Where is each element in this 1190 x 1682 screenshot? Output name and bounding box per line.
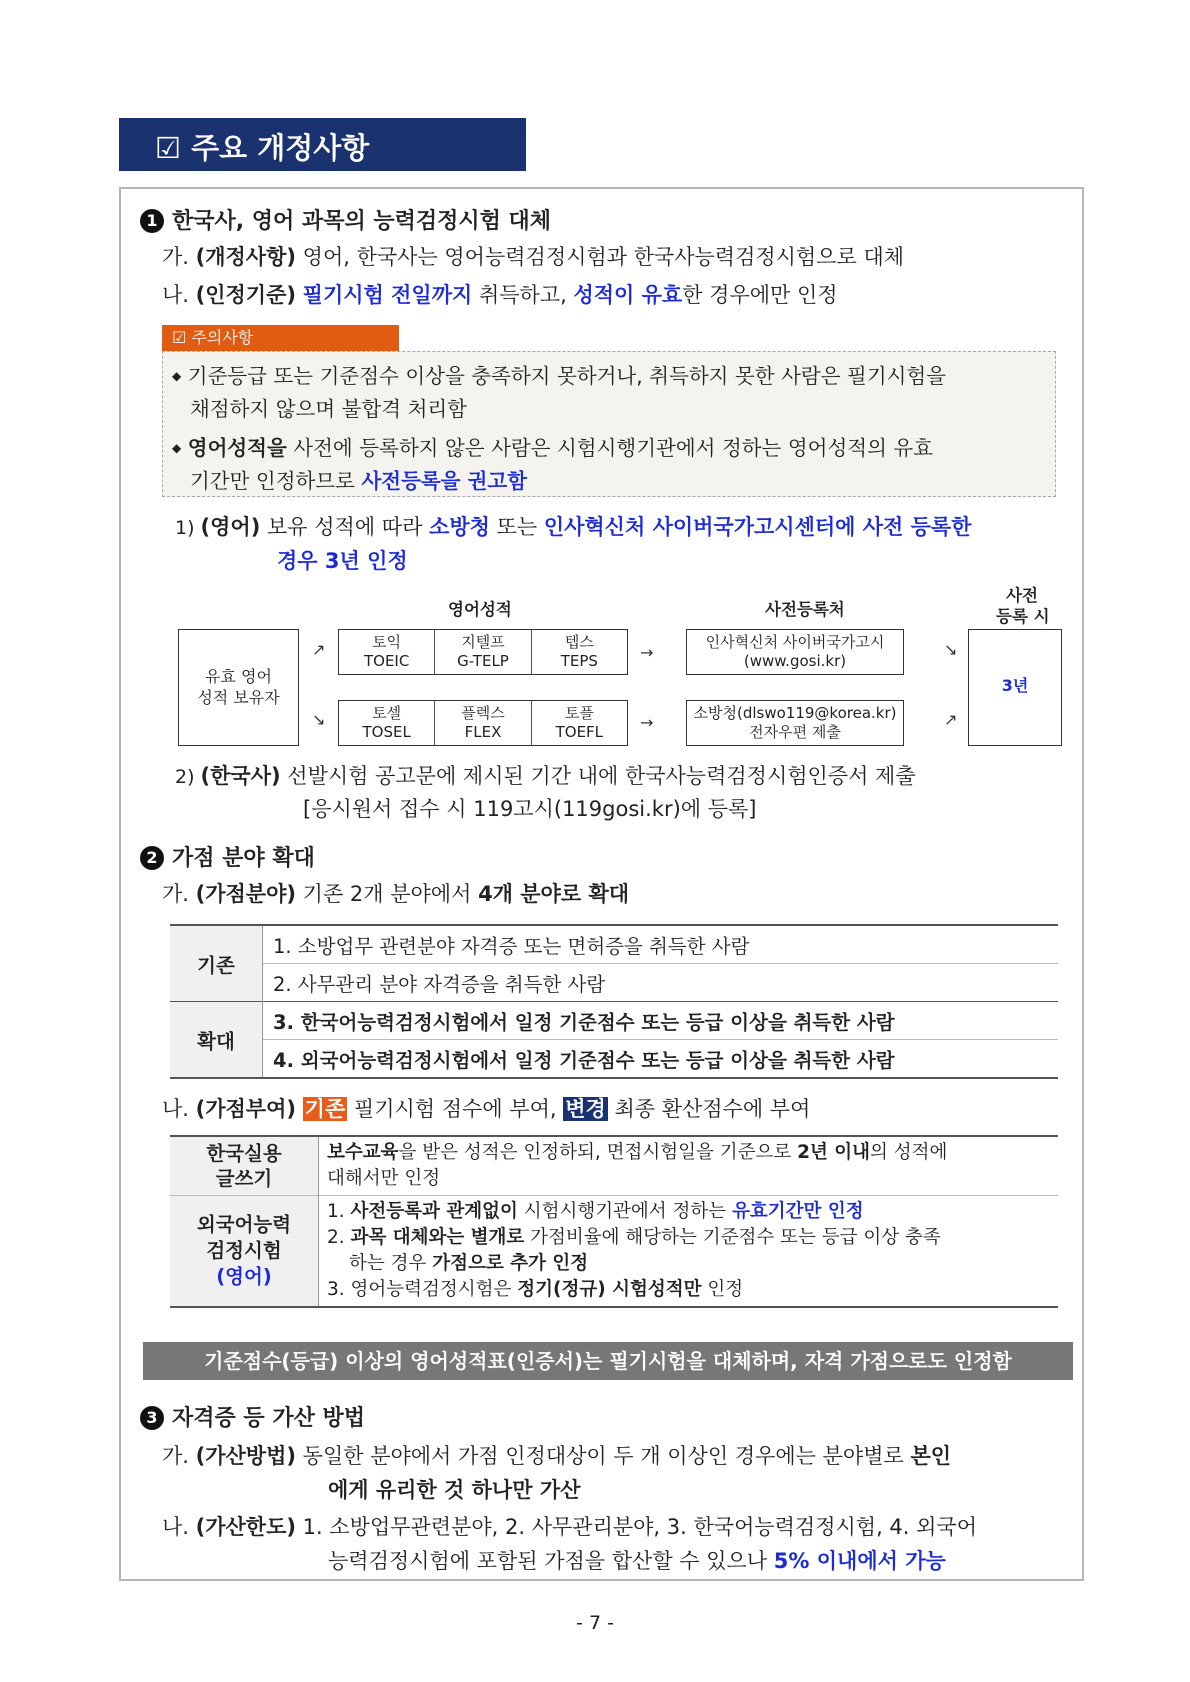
result-3-years: 3년 (1001, 676, 1029, 695)
label-existing: 기존 (170, 925, 263, 1002)
caution-bullet-2-line-2: 기간만 인정하므로 사전등록을 권고함 (190, 469, 528, 493)
table-row: 1. 소방업무 관련분야 자격증 또는 면허증을 취득한 사람 (273, 934, 750, 958)
exam-row-2 (338, 700, 628, 746)
badge-changed: 변경 (565, 1097, 606, 1121)
item-2-line-2: [응시원서 접수 시 119고시(119gosi.kr)에 등록] (303, 797, 757, 821)
arrow-up-right-icon: ↗ (944, 710, 958, 729)
exam-flex: 플렉스 FLEX (435, 701, 531, 745)
s3-item-ga: 가. (가산방법) 동일한 분야에서 가점 인정대상이 두 개 이상인 경우에는 분야별로 본인 (162, 1444, 952, 1468)
table-row: 2. 사무관리 분야 자격증을 취득한 사람 (263, 964, 1059, 1002)
exam-row-1 (338, 629, 628, 675)
section-3-heading: 3 자격증 등 가산 방법 (140, 1405, 365, 1433)
table-row: 보수교육을 받은 성적은 인정하되, 면접시험일을 기준으로 2년 이내의 성적에 대해서만 인정 (327, 1142, 948, 1189)
arrow-down-right-icon: ↘ (312, 710, 326, 729)
label-foreign-language: 외국어능력 검정시험 (영어) (170, 1196, 319, 1308)
item-2-korean-history: 2) (한국사) 선발시험 공고문에 제시된 기간 내에 한국사능력검정시험인증서 제출 (175, 764, 916, 788)
section-1-heading (140, 208, 551, 236)
table-row: 4. 외국어능력검정시험에서 일정 기준점수 또는 등급 이상을 취득한 사람 (263, 1040, 1059, 1079)
flow-header-when: 사전 등록 시 (996, 586, 1050, 626)
table-row: 3. 한국어능력검정시험에서 일정 기준점수 또는 등급 이상을 취득한 사람 (263, 1002, 1059, 1040)
page-number: - 7 - (576, 1612, 614, 1634)
bonus-fields-table (170, 924, 1058, 1079)
s3-item-ga-line-2: 에게 유리한 것 하나만 가산 (328, 1478, 581, 1502)
flow-holder-box: 유효 영어 성적 보유자 (178, 629, 299, 746)
badge-existing: 기존 (304, 1097, 346, 1121)
flow-header-score: 영어성적 (448, 600, 512, 619)
s3-item-na: 나. (가산한도) 1. 소방업무관련분야, 2. 사무관리분야, 3. 한국어능력검정시험, 4. 외국어 (162, 1515, 977, 1539)
exam-toeic: 토익 TOEIC (339, 630, 435, 674)
bonus-grant-table (170, 1135, 1058, 1308)
arrow-down-right-icon: ↘ (944, 640, 958, 659)
registry-gosi-box: 인사혁신처 사이버국가고시 (www.gosi.kr) (686, 629, 904, 675)
page-title: ☑ 주요 개정사항 (155, 131, 370, 165)
caution-tag: ☑ 주의사항 (162, 325, 399, 351)
label-korean-writing: 한국실용 글쓰기 (170, 1136, 319, 1196)
s1-item-ga: 가. (개정사항) 영어, 한국사는 영어능력검정시험과 한국사능력검정시험으로 대체 (162, 245, 905, 269)
arrow-right-icon: → (640, 713, 654, 732)
exam-toefl: 토플 TOEFL (555, 704, 604, 741)
s3-item-na-line-2: 능력검정시험에 포함된 가점을 합산할 수 있으나 5% 이내에서 가능 (328, 1549, 946, 1573)
label-expanded: 확대 (170, 1002, 263, 1079)
arrow-up-right-icon: ↗ (312, 640, 326, 659)
exam-tosel: 토셀 TOSEL (339, 701, 435, 745)
s1-item-na: 나. (인정기준) 필기시험 전일까지 취득하고, 성적이 유효한 경우에만 인정 (162, 283, 838, 307)
s2-item-ga: 가. (가점분야) 기존 2개 분야에서 4개 분야로 확대 (162, 882, 630, 906)
item-1-english-line-2: 경우 3년 인정 (277, 549, 408, 573)
exam-teps: 텝스 TEPS (560, 633, 598, 670)
summary-bar: 기준점수(등급) 이상의 영어성적표(인증서)는 필기시험을 대체하며, 자격 가점으로도 인정함 (143, 1342, 1073, 1380)
section-1-heading-text: 한국사, 영어 과목의 능력검정시험 대체 (172, 209, 552, 234)
caution-bullet-1-line-2: 채점하지 않으며 불합격 처리함 (190, 397, 467, 421)
caution-bullet-2: ◆ 영어성적을 사전에 등록하지 않은 사람은 시험시행기관에서 정하는 영어성적의 유효 (172, 436, 934, 460)
number-badge-2: 2 (140, 846, 164, 870)
result-box (968, 629, 1062, 746)
exam-gtelp: 지텔프 G-TELP (435, 630, 531, 674)
table-row: 1. 사전등록과 관계없이 시험시행기관에서 정하는 유효기간만 인정 2. 과목 대체와는 별개로 가점비율에 해당하는 기준점수 또는 등급 이상 충족 하는 경우 가점으로 추가 인정 3. 영어능력검정시험은 정기(정규) 시험성적만 인정 (319, 1196, 1059, 1308)
registry-nfa-box: 소방청(dlswo119@korea.kr) 전자우편 제출 (686, 700, 904, 746)
section-2-heading: 2 가점 분야 확대 (140, 845, 315, 873)
number-badge-3: 3 (140, 1406, 164, 1430)
caution-bullet-1: ◆ 기준등급 또는 기준점수 이상을 충족하지 못하거나, 취득하지 못한 사람은 필기시험을 (172, 364, 947, 388)
number-badge-1: 1 (140, 209, 164, 233)
s2-item-na: 나. (가점부여) 기존 필기시험 점수에 부여, 변경 최종 환산점수에 부여 (162, 1097, 811, 1121)
arrow-right-icon: → (640, 643, 654, 662)
flow-header-registry: 사전등록처 (765, 600, 845, 619)
section-title-bar (119, 118, 526, 171)
item-1-english: 1) (영어) 보유 성적에 따라 소방청 또는 인사혁신처 사이버국가고시센터에 사전 등록한 (175, 515, 972, 539)
